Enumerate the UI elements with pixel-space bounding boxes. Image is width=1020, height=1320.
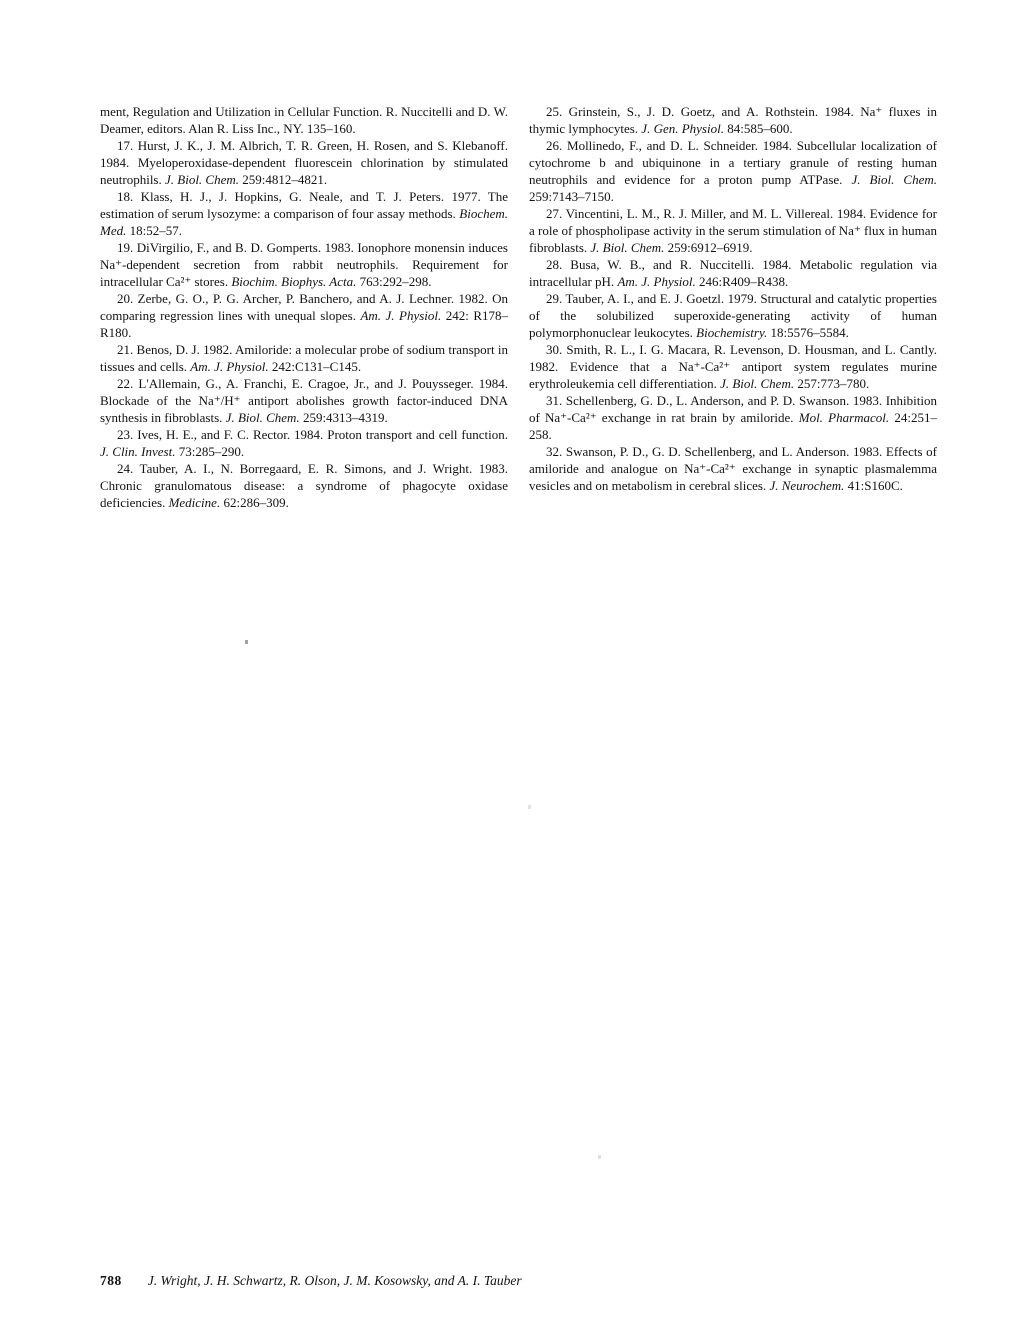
reference-text-segment: Medicine. [168,495,221,510]
reference-text-segment: Mol. Pharmacol. [798,410,890,425]
reference-text-segment: 30. Smith, R. L., I. G. Macara, R. Levenson, D. Housman, and L. Cantly. 1982. Evidence that a Na⁺-Ca²⁺ antiport system regulates murine erythroleukemia cell differentiation. [529,342,937,391]
reference-text-segment: 17. Hurst, J. K., J. M. Albrich, T. R. Green, H. Rosen, and S. Klebanoff. 1984. Myeloperoxidase-dependent fluorescein chlorination by stimulated neutrophils. [100,138,508,187]
reference-text-segment: 23. Ives, H. E., and F. C. Rector. 1984. Proton transport and cell function. [117,427,508,442]
reference-entry [529,103,937,137]
reference-text-segment: 259:4812–4821. [239,172,328,187]
reference-entry [100,460,508,511]
reference-entry [529,290,937,341]
reference-text-segment: 25. Grinstein, S., J. D. Goetz, and A. Rothstein. 1984. Na⁺ fluxes in thymic lymphocytes. [529,104,937,136]
reference-text-segment: J. Biol. Chem. [165,172,240,187]
reference-entry [100,239,508,290]
reference-text-segment: 246:R409–R438. [695,274,789,289]
reference-text-segment: 62:286–309. [220,495,289,510]
reference-entry [100,375,508,426]
reference-entry [529,256,937,290]
reference-text-segment: 29. Tauber, A. I., and E. J. Goetzl. 1979. Structural and catalytic properties of the solubilized superoxide-generating activity of human polymorphonuclear leukocytes. [529,291,937,340]
reference-text-segment: J. Gen. Physiol. [641,121,724,136]
reference-entry [529,443,937,494]
reference-text-segment: Biochem. Med. [100,206,508,238]
reference-entry [100,290,508,341]
reference-text-segment: Biochemistry. [696,325,768,340]
reference-entry [100,188,508,239]
reference-entry [100,137,508,188]
running-authors: J. Wright, J. H. Schwartz, R. Olson, J. M. Kosowsky, and A. I. Tauber [147,1273,522,1288]
references-column-right [529,103,937,494]
page-footer [100,1272,940,1290]
reference-text-segment: 763:292–298. [356,274,432,289]
reference-entry [100,103,508,137]
reference-text-segment: 31. Schellenberg, G. D., L. Anderson, and P. D. Swanson. 1983. Inhibition of Na⁺-Ca²⁺ exchange in rat brain by amiloride. [529,393,937,425]
reference-entry [529,137,937,205]
reference-entry [100,426,508,460]
reference-text-segment: J. Biol. Chem. [225,410,300,425]
reference-text-segment: 84:585–600. [723,121,793,136]
reference-text-segment: Am. J. Physiol. [617,274,696,289]
reference-text-segment: J. Biol. Chem. [851,172,938,187]
reference-text-segment: ment, Regulation and Utilization in Cellular Function. R. Nuccitelli and D. W. Deamer, editors. Alan R. Liss Inc., NY. 135–160. [100,104,508,136]
scan-artifact [528,805,531,809]
reference-text-segment: 19. DiVirgilio, F., and B. D. Gomperts. 1983. Ionophore monensin induces Na⁺-dependent secretion from rabbit neutrophils. Requirement for intracellular Ca²⁺ stores. [100,240,508,289]
reference-text-segment: 242: R178–R180. [100,308,508,340]
reference-text-segment: 24. Tauber, A. I., N. Borregaard, E. R. Simons, and J. Wright. 1983. Chronic granulomatous disease: a syndrome of phagocyte oxidase deficiencies. [100,461,508,510]
scan-artifact [598,1155,601,1159]
reference-text-segment: 32. Swanson, P. D., G. D. Schellenberg, and L. Anderson. 1983. Effects of amiloride and analogue on Na⁺-Ca²⁺ exchange in synaptic plasmalemma vesicles and on metabolism in cerebral slices. [529,444,937,493]
page-number: 788 [100,1273,122,1288]
reference-entry [100,341,508,375]
references-column-left [100,103,508,511]
reference-text-segment: 18:52–57. [126,223,182,238]
reference-text-segment: 259:7143–7150. [529,189,614,204]
reference-text-segment: J. Clin. Invest. [100,444,176,459]
reference-text-segment: 22. L'Allemain, G., A. Franchi, E. Cragoe, Jr., and J. Pouysseger. 1984. Blockade of the Na⁺/H⁺ antiport abolishes growth factor-induced DNA synthesis in fibroblasts. [100,376,508,425]
reference-text-segment: 27. Vincentini, L. M., R. J. Miller, and M. L. Villereal. 1984. Evidence for a role of phospholipase activity in the serum stimulation of Na⁺ flux in human fibroblasts. [529,206,937,255]
reference-text-segment: J. Biol. Chem. [590,240,665,255]
reference-text-segment: 259:4313–4319. [299,410,388,425]
reference-text-segment: 18. Klass, H. J., J. Hopkins, G. Neale, and T. J. Peters. 1977. The estimation of serum lysozyme: a comparison of four assay methods. [100,189,508,221]
reference-text-segment: 18:5576–5584. [767,325,849,340]
reference-text-segment: 242:C131–C145. [268,359,362,374]
reference-entry [529,392,937,443]
reference-text-segment: J. Neurochem. [769,478,845,493]
reference-text-segment: 24:251–258. [529,410,937,442]
reference-text-segment: 20. Zerbe, G. O., P. G. Archer, P. Banchero, and A. J. Lechner. 1982. On comparing regression lines with unequal slopes. [100,291,508,323]
reference-text-segment: Biochim. Biophys. Acta. [231,274,357,289]
reference-entry [529,205,937,256]
reference-text-segment: 257:773–780. [794,376,870,391]
reference-text-segment: 41:S160C. [844,478,903,493]
reference-text-segment: Am. J. Physiol. [360,308,442,323]
reference-entry [529,341,937,392]
reference-text-segment: Am. J. Physiol. [190,359,269,374]
scan-artifact [245,640,248,644]
reference-text-segment: J. Biol. Chem. [720,376,795,391]
reference-text-segment: 259:6912–6919. [664,240,753,255]
reference-text-segment: 28. Busa, W. B., and R. Nuccitelli. 1984. Metabolic regulation via intracellular pH. [529,257,937,289]
reference-text-segment: 73:285–290. [175,444,245,459]
reference-text-segment: 21. Benos, D. J. 1982. Amiloride: a molecular probe of sodium transport in tissues and cells. [100,342,508,374]
reference-text-segment: 26. Mollinedo, F., and D. L. Schneider. 1984. Subcellular localization of cytochrome b and ubiquinone in a tertiary granule of resting human neutrophils and evidence for a proton pump ATPase. [529,138,937,187]
